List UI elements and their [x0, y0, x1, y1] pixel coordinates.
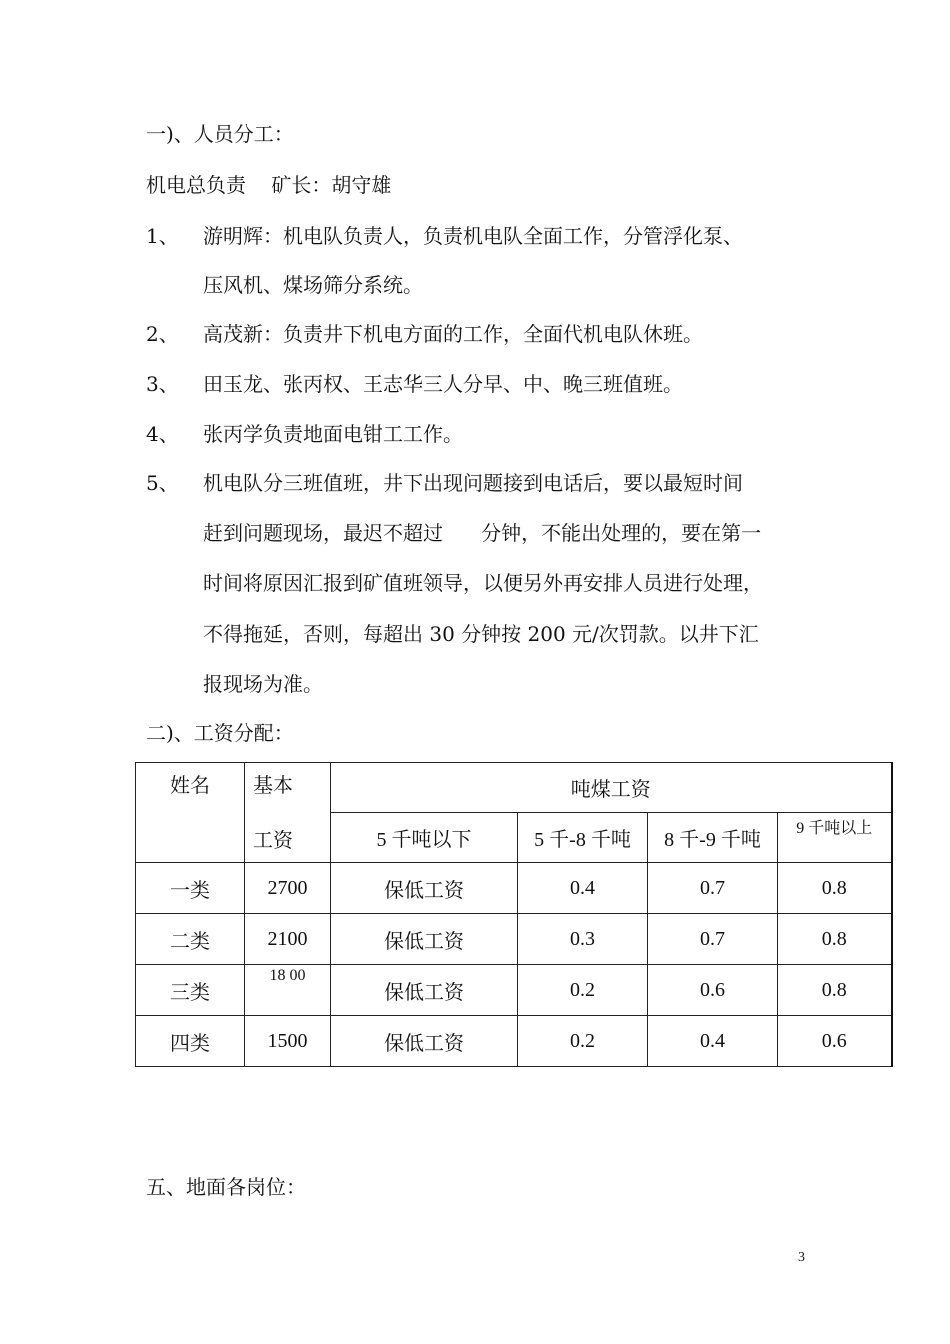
cell-class: 一类 [136, 863, 245, 914]
header-name: 姓名 [136, 763, 245, 863]
header-under-5k: 5 千吨以下 [331, 813, 518, 863]
cell-5k-8k: 0.2 [518, 1016, 648, 1067]
item-2-line-1: 高茂新：负责井下机电方面的工作，全面代机电队休班。 [203, 322, 703, 346]
cell-over-9k: 0.6 [778, 1016, 892, 1067]
cell-base: 2100 [245, 914, 331, 965]
cell-8k-9k: 0.6 [648, 965, 778, 1016]
table-row [136, 1016, 892, 1067]
wage-heading: 二)、工资分配： [146, 721, 294, 745]
personnel-heading: 一)、人员分工： [146, 122, 294, 146]
header-base [245, 763, 331, 863]
cell-5k-8k: 0.4 [518, 863, 648, 914]
item-5-line-1: 机电队分三班值班，井下出现问题接到电话后，要以最短时间 [203, 471, 743, 495]
item-4-line-1: 张丙学负责地面电钳工工作。 [203, 422, 463, 446]
item-5-line-2: 赶到问题现场，最迟不超过 分钟，不能出处理的，要在第一 [203, 521, 762, 545]
wage-table [135, 762, 893, 1067]
cell-over-9k: 0.8 [778, 965, 892, 1016]
item-2-number: 2、 [146, 322, 179, 346]
header-5k-8k: 5 千-8 千吨 [518, 813, 648, 863]
item-5-line-3: 时间将原因汇报到矿值班领导，以便另外再安排人员进行处理， [203, 571, 763, 595]
item-1-line-1: 游明辉：机电队负责人，负责机电队全面工作，分管浮化泵、 [203, 224, 743, 248]
item-1-number: 1、 [146, 224, 179, 248]
cell-base: 2700 [245, 863, 331, 914]
cell-class: 三类 [136, 965, 245, 1016]
page-number: 3 [798, 1250, 805, 1265]
cell-under-5k: 保低工资 [331, 863, 518, 914]
cell-8k-9k: 0.7 [648, 863, 778, 914]
header-over-9k: 9 千吨以上 [778, 813, 892, 863]
cell-8k-9k: 0.7 [648, 914, 778, 965]
manager-line: 机电总负责 矿长：胡守雄 [146, 173, 392, 197]
cell-5k-8k: 0.3 [518, 914, 648, 965]
cell-over-9k: 0.8 [778, 863, 892, 914]
header-base-line-2: 工资 [253, 830, 293, 852]
cell-base: 18 00 [245, 965, 331, 1016]
ground-heading: 五、地面各岗位： [146, 1175, 306, 1199]
cell-class: 四类 [136, 1016, 245, 1067]
item-5-number: 5、 [146, 471, 179, 495]
item-3-number: 3、 [146, 372, 179, 396]
cell-over-9k: 0.8 [778, 914, 892, 965]
cell-base: 1500 [245, 1016, 331, 1067]
header-base-line-1: 基本 [253, 775, 293, 797]
cell-8k-9k: 0.4 [648, 1016, 778, 1067]
item-1-line-2: 压风机、煤场筛分系统。 [203, 273, 423, 297]
cell-class: 二类 [136, 914, 245, 965]
item-5-line-4: 不得拖延，否则，每超出 30 分钟按 200 元/次罚款。以井下汇 [203, 622, 759, 646]
header-tonnage: 吨煤工资 [331, 763, 892, 813]
item-4-number: 4、 [146, 422, 179, 446]
cell-under-5k: 保低工资 [331, 1016, 518, 1067]
item-3-line-1: 田玉龙、张丙权、王志华三人分早、中、晚三班值班。 [203, 372, 683, 396]
header-8k-9k: 8 千-9 千吨 [648, 813, 778, 863]
item-5-line-5: 报现场为准。 [203, 672, 323, 696]
cell-5k-8k: 0.2 [518, 965, 648, 1016]
table-row [136, 965, 892, 1016]
cell-under-5k: 保低工资 [331, 914, 518, 965]
table-row [136, 914, 892, 965]
table-row [136, 863, 892, 914]
cell-under-5k: 保低工资 [331, 965, 518, 1016]
